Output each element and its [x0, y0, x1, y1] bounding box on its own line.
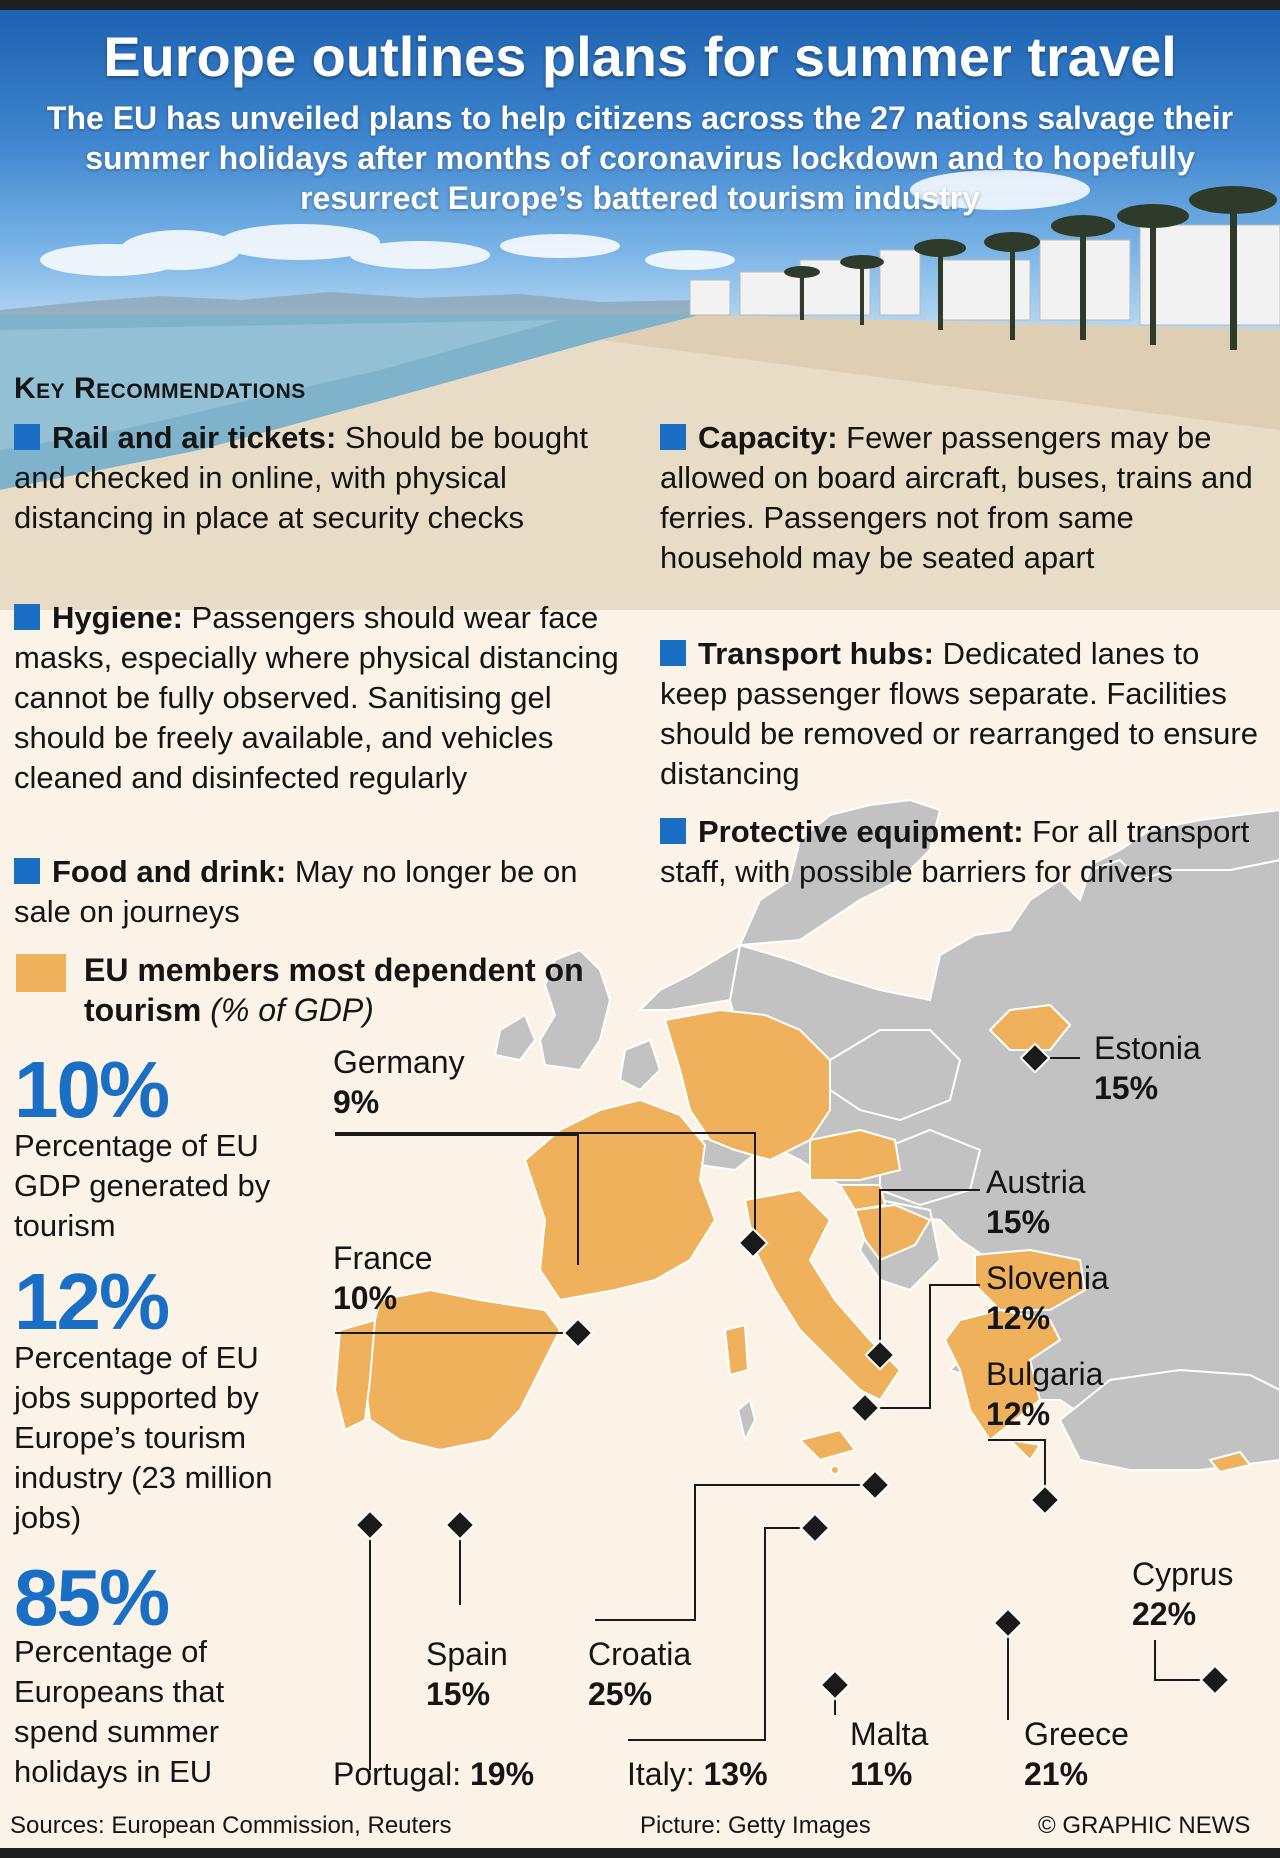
recommendation-label: Hygiene: [52, 600, 183, 635]
country-value: 11% [850, 1756, 913, 1792]
legend-swatch [16, 954, 66, 992]
legend-title: EU members most dependent on tourism [84, 952, 584, 1028]
stat-text: Percentage of Europeans that spend summer holidays in EU [14, 1634, 225, 1789]
country-label-germany [333, 1042, 465, 1122]
recommendation-label: Food and drink: [52, 854, 287, 889]
country-label-malta [850, 1714, 928, 1794]
recommendation-protective-equipment [660, 812, 1260, 892]
country-label-bulgaria [986, 1354, 1103, 1434]
key-recommendations-heading: Key Recommendations [14, 372, 306, 405]
bullet-square-icon [14, 858, 40, 884]
recommendation-text: May no longer be on sale on journeys [14, 854, 578, 929]
recommendation-capacity [660, 418, 1270, 578]
stat-text: Percentage of EU GDP generated by tourism [14, 1128, 271, 1243]
recommendation-food-drink [14, 852, 614, 932]
country-value: 15% [986, 1204, 1051, 1240]
country-name: Estonia [1094, 1030, 1201, 1066]
country-label-slovenia [986, 1258, 1109, 1338]
country-value: 19% [469, 1756, 535, 1792]
country-value: 13% [703, 1756, 768, 1792]
country-value: 9% [333, 1084, 380, 1120]
recommendation-transport-hubs [660, 634, 1270, 794]
recommendation-label: Protective equipment: [698, 814, 1024, 849]
country-label-cyprus [1132, 1554, 1233, 1634]
country-value: 15% [426, 1676, 491, 1712]
recommendation-label: Capacity: [698, 420, 838, 455]
country-name: Greece [1024, 1716, 1129, 1752]
recommendation-text: Should be bought and checked in online, with physical distancing in place at security checks [14, 420, 588, 535]
recommendation-text: Passengers should wear face masks, especially where physical distancing cannot be fully observed. Sanitising gel should be freely available, and vehicles cleaned and disinfected regularly [14, 600, 619, 795]
legend-label [84, 950, 624, 1030]
stat-text: Percentage of EU jobs supported by Europe’s tourism industry (23 million jobs) [14, 1340, 273, 1535]
country-label-spain [426, 1634, 508, 1714]
country-name: France [333, 1240, 433, 1276]
recommendation-text: Dedicated lanes to keep passenger flows separate. Facilities should be removed or rearranged to ensure distancing [660, 636, 1258, 791]
bullet-square-icon [660, 424, 686, 450]
recommendation-text: Fewer passengers may be allowed on board aircraft, buses, trains and ferries. Passengers not from same household may be seated apart [660, 420, 1253, 575]
country-name: Austria [986, 1164, 1086, 1200]
stat-value: 85% [14, 1553, 169, 1642]
country-name: Bulgaria [986, 1356, 1104, 1392]
bottom-border [0, 1848, 1280, 1858]
bullet-square-icon [14, 604, 40, 630]
country-value: 15% [1094, 1070, 1159, 1106]
country-name: Italy: [627, 1756, 695, 1792]
country-value: 22% [1132, 1596, 1197, 1632]
country-name: Slovenia [986, 1260, 1109, 1296]
country-value: 12% [986, 1300, 1051, 1336]
bullet-square-icon [660, 818, 686, 844]
country-value: 25% [588, 1676, 653, 1712]
stat-value: 10% [14, 1045, 169, 1134]
country-value: 21% [1024, 1756, 1089, 1792]
country-name: Cyprus [1132, 1556, 1234, 1592]
recommendation-label: Rail and air tickets: [52, 420, 337, 455]
country-name: Croatia [588, 1636, 692, 1672]
country-value: 12% [986, 1396, 1051, 1432]
recommendation-text: For all transport staff, with possible barriers for drivers [660, 814, 1250, 889]
page-subtitle: The EU has unveiled plans to help citizens across the 27 nations salvage their summer holidays after months of coronavirus lockdown and to hopefully resurrect Europe’s battered tourism industry [46, 100, 1234, 216]
country-label-italy [627, 1754, 768, 1794]
country-label-portugal [333, 1754, 534, 1794]
country-label-estonia [1094, 1028, 1201, 1108]
country-name: Portugal: [333, 1756, 462, 1792]
recommendation-rail-air [14, 418, 614, 538]
page-title: Europe outlines plans for summer travel [103, 25, 1177, 88]
country-name: Spain [426, 1636, 508, 1672]
footer-sources: Sources: European Commission, Reuters [10, 1812, 452, 1839]
country-label-france [333, 1238, 433, 1318]
country-name: Malta [850, 1716, 929, 1752]
bullet-square-icon [660, 640, 686, 666]
country-value: 10% [333, 1280, 398, 1316]
country-label-greece [1024, 1714, 1129, 1794]
country-label-austria [986, 1162, 1086, 1242]
country-label-croatia [588, 1634, 691, 1714]
country-name: Germany [333, 1044, 465, 1080]
footer-picture-credit: Picture: Getty Images [640, 1812, 871, 1839]
bullet-square-icon [14, 424, 40, 450]
legend-unit: (% of GDP) [210, 992, 374, 1028]
footer-copyright: © GRAPHIC NEWS [1038, 1812, 1251, 1839]
recommendation-hygiene [14, 598, 624, 798]
recommendation-label: Transport hubs: [698, 636, 934, 671]
stat-value: 12% [14, 1257, 169, 1346]
